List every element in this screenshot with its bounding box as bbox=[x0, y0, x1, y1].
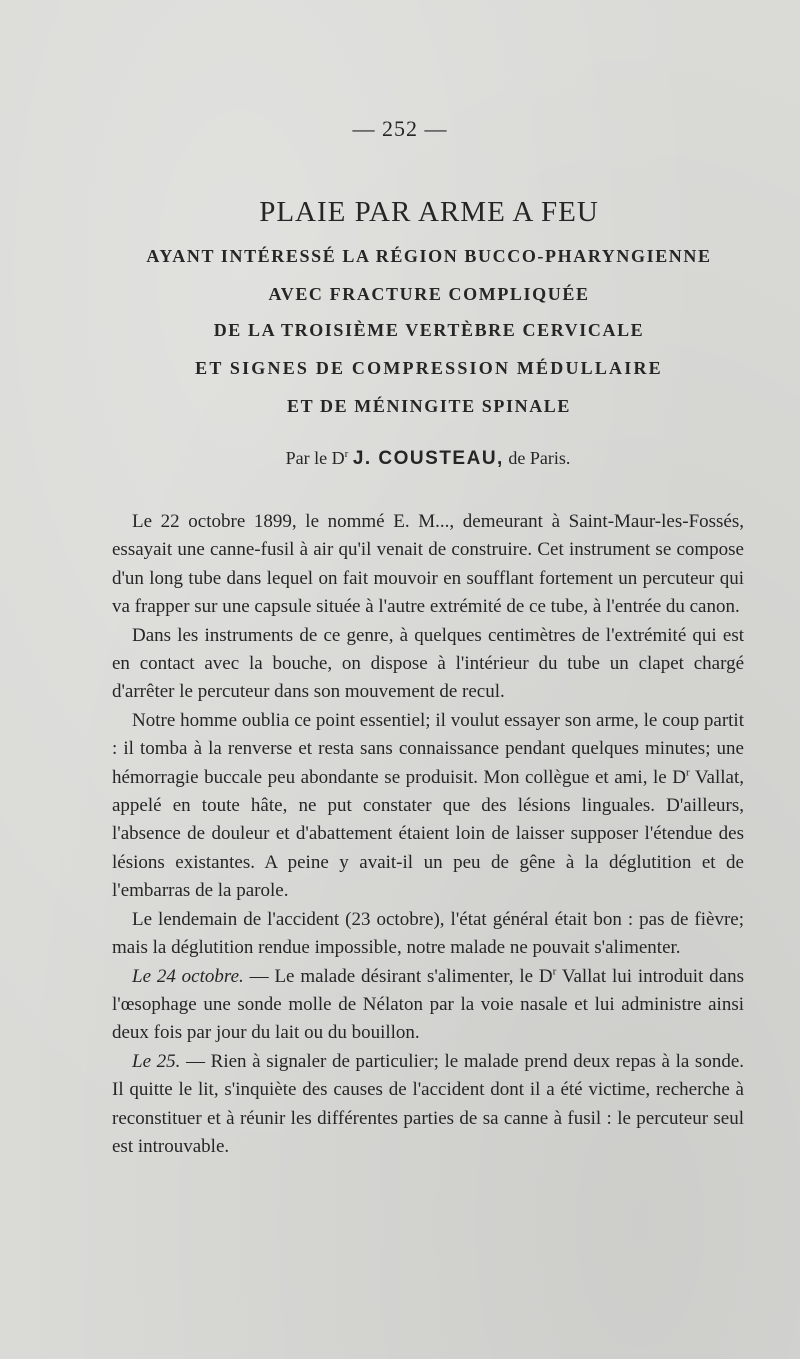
paragraph-4: Le lendemain de l'accident (23 octobre), l'état général était bon : pas de fièvre; mais la déglutition rendue impossible, notre malade ne pouvait s'alimenter. bbox=[112, 908, 744, 959]
paragraph-5-part-1: — Le malade désirant s'alimenter, le D bbox=[243, 965, 553, 987]
article-title: PLAIE PAR ARME A FEU bbox=[259, 196, 599, 228]
paragraph-3 bbox=[112, 707, 744, 906]
paragraph-2: Dans les instruments de ce genre, à quelques centimètres de l'extrémité qui est en contact avec la bouche, on dispose à l'intérieur du tube un clapet chargé d'arrêter le percuteur dans son mouvement de recul. bbox=[112, 624, 744, 703]
paragraph-3-sup: r bbox=[686, 766, 690, 779]
subtitle-line-3: DE LA TROISIÈME VERTÈBRE CERVICALE bbox=[213, 320, 645, 340]
subtitle-line-1: AYANT INTÉRESSÉ LA RÉGION BUCCO-PHARYNGIENNE bbox=[146, 246, 712, 266]
byline-prefix-sup: r bbox=[344, 448, 349, 460]
paragraph-6 bbox=[112, 1048, 744, 1162]
subtitle-line-2: AVEC FRACTURE COMPLIQUÉE bbox=[268, 284, 590, 304]
paragraph-5-part-2: Vallat lui introduit dans l'œsophage une sonde molle de Nélaton par la voie nasale et lui administre ainsi deux fois par jour du lait ou du bouillon. bbox=[112, 965, 744, 1044]
subtitle-line-4: ET SIGNES DE COMPRESSION MÉDULLAIRE bbox=[195, 358, 663, 378]
paragraph-5 bbox=[112, 963, 744, 1048]
byline-suffix: de Paris. bbox=[508, 448, 571, 468]
byline bbox=[0, 448, 800, 470]
paragraph-6-text: — Rien à signaler de particulier; le malade prend deux repas à la sonde. Il quitte le lit, s'inquiète des causes de l'accident dont il a été victime, recherche à reconstituer et à réunir les différentes parties de sa canne à fusil : le percuteur seul est introuvable. bbox=[112, 1050, 744, 1157]
article-body bbox=[112, 508, 744, 1161]
author-name: J. COUSTEAU, bbox=[352, 448, 504, 469]
paragraph-5-sup: r bbox=[552, 965, 557, 978]
paragraph-6-date: Le 25. bbox=[132, 1050, 181, 1072]
page-number: — 252 — bbox=[352, 116, 448, 141]
paragraph-1: Le 22 octobre 1899, le nommé E. M..., demeurant à Saint-Maur-les-Fossés, essayait une canne-fusil à air qu'il venait de construire. Cet instrument se compose d'un long tube dans lequel on fait mouvoir en soufflant fortement un percuteur qui va frapper sur une capsule située à l'autre extrémité de ce tube, à l'entrée du canon. bbox=[112, 511, 744, 618]
paragraph-3-part-2: Vallat, appelé en toute hâte, ne put constater que des lésions linguales. D'ailleurs, l'absence de douleur et d'abattement étaient loin de laisser supposer l'étendue des lésions existantes. A peine y avait-il un peu de gêne à la déglutition et de l'embarras de la parole. bbox=[112, 766, 744, 902]
paragraph-3-part-1: Notre homme oublia ce point essentiel; il voulut essayer son arme, le coup partit : il tomba à la renverse et resta sans connaissance pendant quelques minutes; une hémorragie buccale peu abondante se produisit. Mon collègue et ami, le D bbox=[112, 709, 744, 788]
paragraph-5-date: Le 24 octobre. bbox=[132, 965, 244, 987]
byline-prefix: Par le D bbox=[285, 448, 345, 468]
subtitle-line-5: ET DE MÉNINGITE SPINALE bbox=[286, 396, 572, 416]
